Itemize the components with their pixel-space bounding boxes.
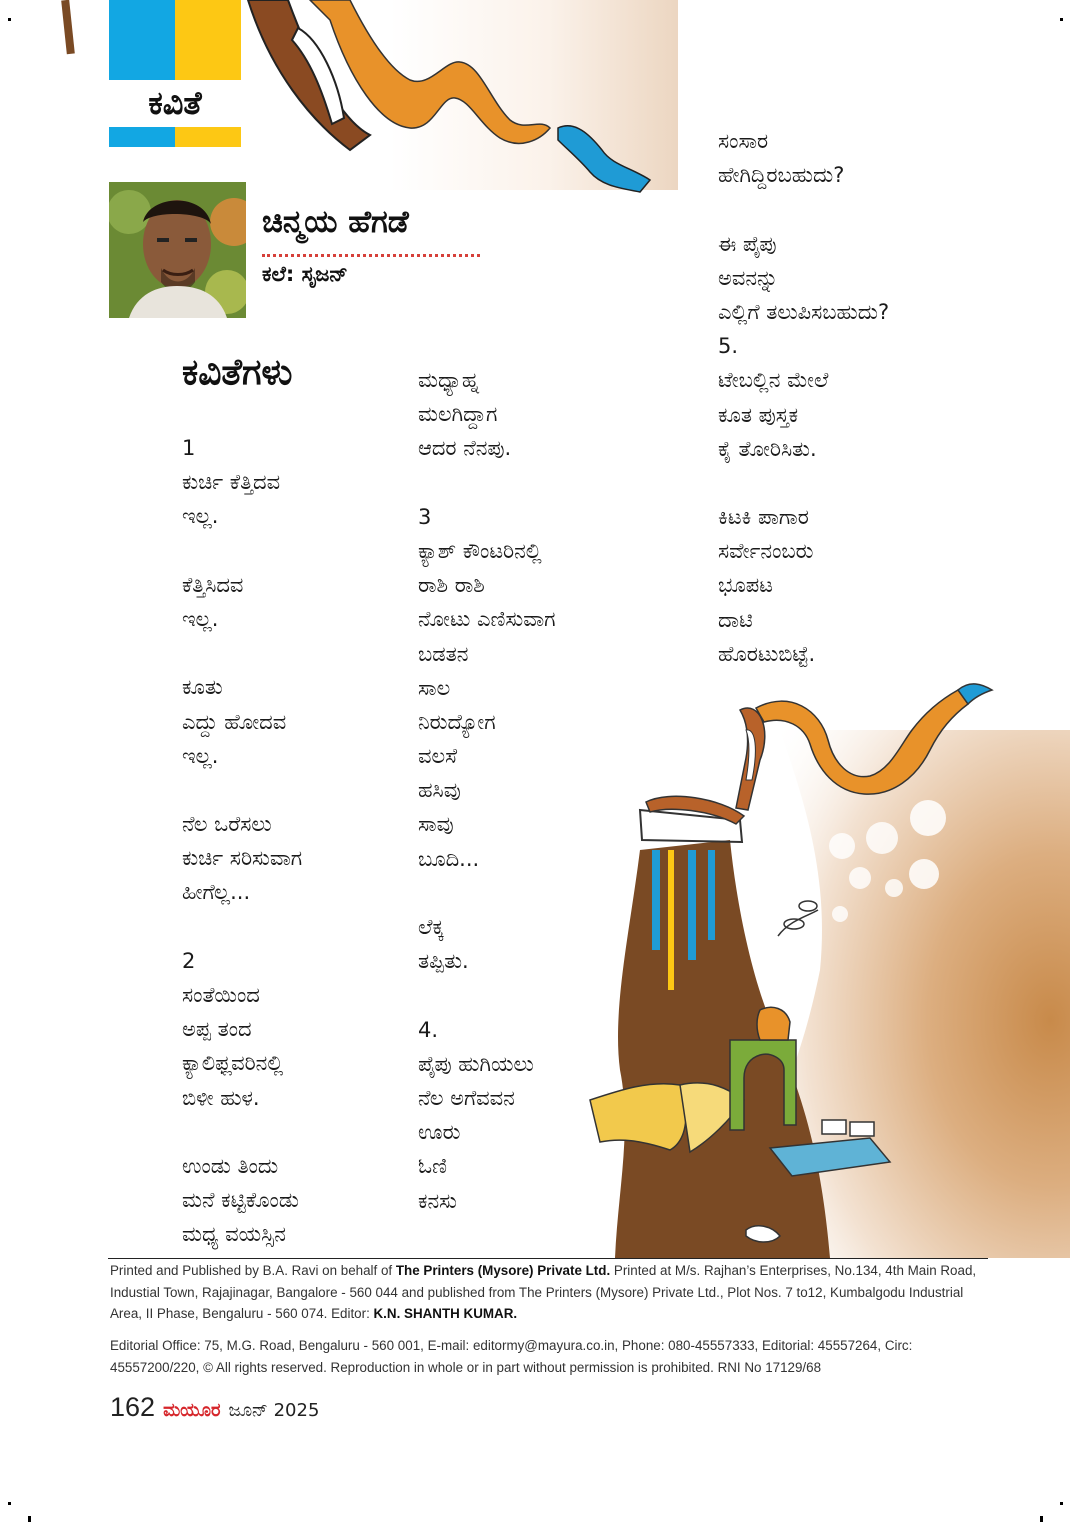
poem-line: ಎಲ್ಲಿಗೆ ತಲುಪಿಸಬಹುದು?	[718, 299, 890, 324]
poem-line: ಕ್ಯಾಶ್ ಕೌಂಟರಿನಲ್ಲಿ	[418, 538, 542, 563]
poem-line	[718, 192, 889, 226]
poem-line: 5.	[718, 334, 739, 359]
poem-line: ಬೂದಿ...	[418, 846, 480, 871]
poem-line: ಸಾವು	[418, 812, 454, 837]
poem-line: ಇಲ್ಲ.	[182, 743, 219, 768]
poem-line: ಬಡತನ	[418, 641, 469, 666]
tag-block-yellow	[175, 0, 241, 80]
poem-line: ಮಧ್ಯಾಹ್ನ	[418, 368, 480, 392]
poem-line: ಸಂಸಾರ	[718, 129, 769, 153]
poem-line	[418, 876, 555, 910]
poem-line: ಎದ್ದು ಹೋದವ	[182, 709, 287, 734]
crop-mark	[1060, 18, 1063, 21]
tag-stripe-yellow	[175, 127, 241, 147]
tag-stripe-blue	[109, 127, 175, 147]
poem-line: ಕೈ ತೋರಿಸಿತು.	[718, 436, 817, 461]
tag-block-blue	[109, 0, 175, 80]
imprint-text	[110, 1260, 980, 1325]
crop-mark	[8, 18, 11, 21]
poem-line: ಹಸಿವು	[418, 778, 461, 803]
poem-line: ಹೇಗಿದ್ದಿರಬಹುದು?	[718, 163, 845, 188]
poem-line: ಉಂಡು ತಿಂದು	[182, 1153, 279, 1178]
poem-line: ಅಪ್ಪ ತಂದ	[182, 1017, 252, 1042]
section-tag: ಕವಿತೆ	[148, 83, 202, 122]
poem-line	[182, 1115, 302, 1149]
imprint-part-1: Printed and Published by B.A. Ravi on behalf of	[110, 1263, 396, 1278]
magazine-logo: ಮಯೂರ	[163, 1400, 221, 1421]
poem-line: ನೋಟು ಎಣಿಸುವಾಗ	[418, 607, 556, 632]
poem-line: 1	[182, 436, 196, 460]
poem-line: 4.	[418, 1017, 439, 1042]
decorative-stroke	[61, 0, 75, 54]
poem-line: ಮನೆ ಕಟ್ಟಿಕೊಂಡು	[182, 1188, 299, 1213]
poem-line: ವಲಸೆ	[418, 744, 458, 769]
poem-line: ಸಾಲ	[418, 675, 451, 700]
author-name: ಚಿನ್ಮಯ ಹೆಗಡೆ	[262, 204, 409, 240]
crop-mark	[28, 1516, 31, 1522]
imprint-part-2: Printed at M/s. Rajhan’s Enterprises, No.134, 4th Main Road, Industial Town, Rajajinagar, Bangalore - 560 044 and published from The Printers (Mysore) Private Ltd., Plot Nos. 7 to12, Kumbalgodu Industrial Area, II Phase, Bengaluru - 560 074. Editor:	[110, 1263, 977, 1321]
poem-line: ಲೆಕ್ಕ	[418, 915, 444, 939]
poem-line: ನೆಲ ಒರೆಸಲು	[182, 812, 272, 837]
poem-line: ನೆಲ ಅಗೆವವನ	[418, 1085, 515, 1110]
issue-date: ಜೂನ್ 2025	[228, 1400, 320, 1421]
poem-line: ಕೂತು	[182, 675, 223, 700]
poem-line: ಕ್ಯಾಲಿಫ್ಲವರಿನಲ್ಲಿ	[182, 1051, 284, 1076]
poem-line: ಕೂತ ಪುಸ್ತಕ	[718, 402, 799, 427]
poem-line: ಕನಸು	[418, 1188, 457, 1213]
imprint-company: The Printers (Mysore) Private Ltd.	[395, 1263, 611, 1278]
chair-illustration	[560, 670, 1070, 1260]
poem-line: ರಾಶಿ ರಾಶಿ	[418, 573, 485, 598]
poem-line: ದಾಟಿ	[718, 607, 753, 632]
crop-mark	[1040, 1516, 1043, 1522]
editorial-office-text: Editorial Office: 75, M.G. Road, Bengaluru - 560 001, E-mail: editormy@mayura.co.in, Phone: 080-45557333, Editorial: 45557264, Circ: 45557200/220, © All rights reserved. Reproduction in whole or in part without permission is prohibited. RNI No 17129/68	[110, 1338, 913, 1375]
crop-mark	[8, 1502, 11, 1505]
poem-line: ಕುರ್ಚಿ ಕೆತ್ತಿದವ	[182, 470, 281, 495]
poem-line: ಟೇಬಲ್ಲಿನ ಮೇಲೆ	[718, 368, 829, 393]
poem-line: ಕೆತ್ತಿಸಿದವ	[182, 572, 244, 597]
poem-column-1	[182, 431, 302, 1252]
author-photo	[109, 182, 246, 318]
poem-line: ಮಧ್ಯ ವಯಸ್ಸಿನ	[182, 1222, 286, 1247]
folio	[110, 1392, 319, 1428]
poem-line: ಬಿಳೀ ಹುಳ.	[182, 1085, 260, 1110]
poem-line: ಇಲ್ಲ.	[182, 504, 219, 529]
poem-line: ಪೈಪು ಹುಗಿಯಲು	[418, 1051, 534, 1076]
page-number: 162	[110, 1392, 156, 1422]
poem-line: 3	[418, 504, 432, 529]
poem-line: ಮಲಗಿದ್ದಾಗ	[418, 402, 498, 427]
poem-line	[418, 466, 555, 500]
poem-line: ಈ ಪೈಪು	[718, 231, 777, 256]
crop-mark	[1060, 1502, 1063, 1505]
poem-title: ಕವಿತೆಗಳು	[182, 352, 293, 393]
poem-line: ಓಣಿ	[418, 1154, 447, 1179]
poem-column-3	[718, 124, 889, 671]
poem-line: 2	[182, 948, 196, 973]
art-credit: ಕಲೆ: ಸೃಜನ್	[262, 262, 348, 286]
poem-line	[418, 978, 555, 1012]
poem-line: ಆದರ ನೆನಪು.	[418, 436, 512, 461]
poem-line	[182, 910, 302, 944]
poem-line: ಕುರ್ಚಿ ಸರಿಸುವಾಗ	[182, 846, 303, 871]
poem-line: ಸಂತೆಯಿಂದ	[182, 983, 260, 1007]
poem-line: ಅವನನ್ನು	[718, 265, 779, 290]
top-illustration	[240, 0, 680, 200]
poem-line: ಭೂಪಟ	[718, 573, 773, 598]
poem-line: ನಿರುದ್ಯೋಗ	[418, 709, 496, 734]
poem-line	[182, 636, 302, 670]
poem-line	[182, 534, 302, 568]
poem-line: ತಪ್ಪಿತು.	[418, 949, 469, 974]
poem-line	[182, 773, 302, 807]
poem-line: ಇಲ್ಲ.	[182, 606, 219, 631]
name-divider	[262, 254, 480, 257]
footer-rule	[108, 1258, 988, 1259]
poem-line: ಊರು	[418, 1120, 461, 1145]
poem-line: ಹೊರಟುಬಿಟ್ಟೆ.	[718, 641, 816, 666]
poem-line: ಕಿಟಕಿ ಪಾಗಾರ	[718, 505, 809, 530]
poem-line: ಹೀಗೆಲ್ಲ...	[182, 880, 251, 905]
poem-column-2	[418, 363, 555, 1218]
poem-line	[718, 466, 889, 500]
poem-line: ಸರ್ವೇನಂಬರು	[718, 539, 814, 564]
editor-name: K.N. SHANTH KUMAR.	[373, 1306, 518, 1321]
